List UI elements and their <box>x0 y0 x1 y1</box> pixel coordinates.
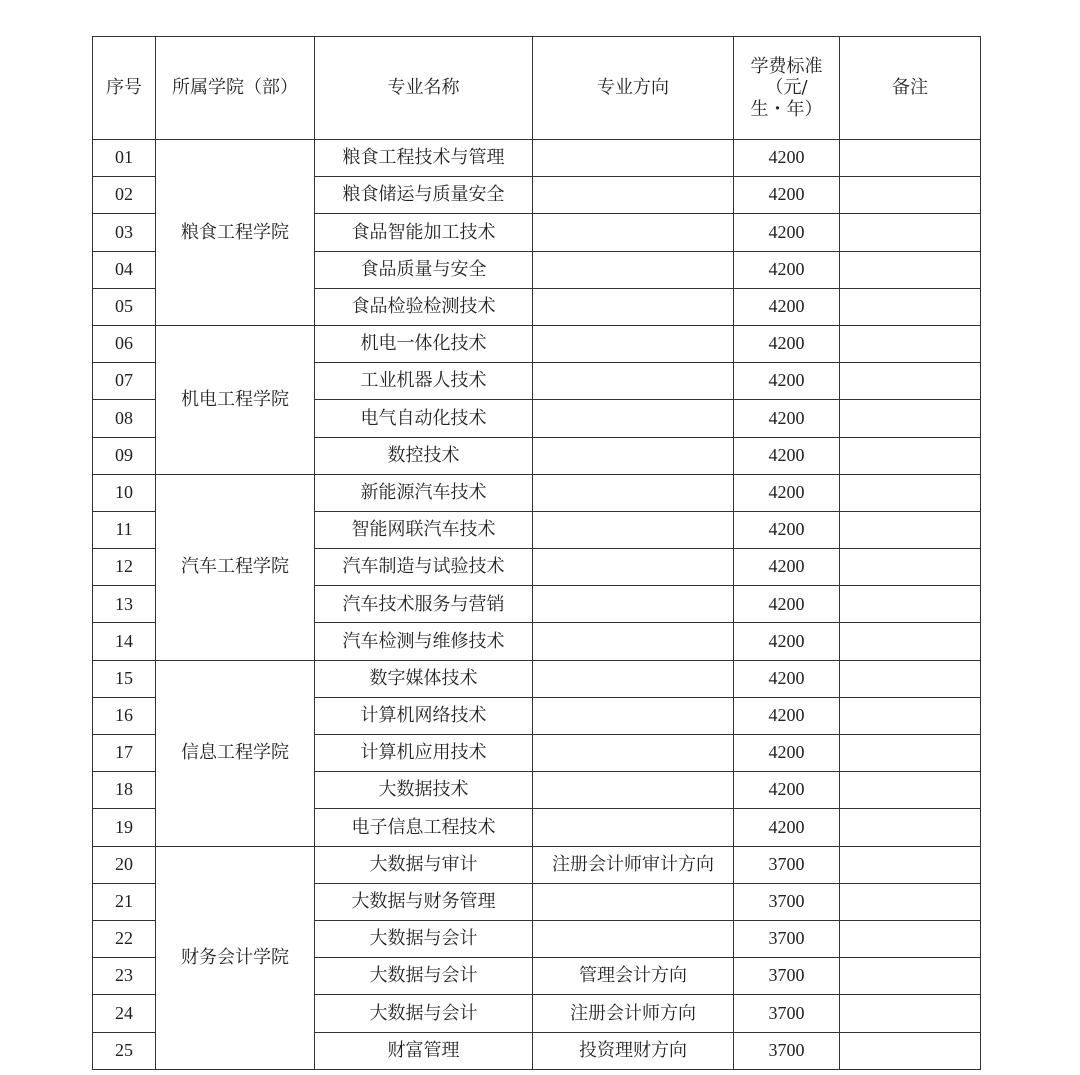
cell-major: 数控技术 <box>315 437 533 474</box>
cell-major: 电气自动化技术 <box>315 400 533 437</box>
cell-remark <box>840 549 981 586</box>
cell-major: 大数据与财务管理 <box>315 883 533 920</box>
cell-major: 工业机器人技术 <box>315 363 533 400</box>
cell-major: 食品检验检测技术 <box>315 288 533 325</box>
cell-no: 22 <box>93 920 156 957</box>
cell-direction <box>533 400 734 437</box>
cell-remark <box>840 437 981 474</box>
cell-major: 电子信息工程技术 <box>315 809 533 846</box>
cell-fee: 3700 <box>734 995 840 1032</box>
cell-fee: 4200 <box>734 474 840 511</box>
cell-remark <box>840 1032 981 1069</box>
header-fee-line1: 学费标准 <box>750 55 823 77</box>
cell-direction <box>533 437 734 474</box>
cell-college: 机电工程学院 <box>156 325 315 474</box>
table-row <box>93 846 981 883</box>
cell-fee: 4200 <box>734 363 840 400</box>
cell-no: 06 <box>93 325 156 362</box>
cell-direction <box>533 920 734 957</box>
table-body <box>93 140 981 1070</box>
cell-major: 新能源汽车技术 <box>315 474 533 511</box>
cell-major: 机电一体化技术 <box>315 325 533 362</box>
cell-major: 大数据与会计 <box>315 995 533 1032</box>
header-direction: 专业方向 <box>533 37 734 140</box>
cell-remark <box>840 735 981 772</box>
cell-direction <box>533 549 734 586</box>
cell-fee: 3700 <box>734 883 840 920</box>
cell-direction <box>533 474 734 511</box>
cell-direction <box>533 623 734 660</box>
cell-fee: 3700 <box>734 1032 840 1069</box>
cell-fee: 3700 <box>734 846 840 883</box>
cell-remark <box>840 623 981 660</box>
cell-direction <box>533 177 734 214</box>
cell-no: 24 <box>93 995 156 1032</box>
cell-remark <box>840 995 981 1032</box>
cell-remark <box>840 363 981 400</box>
cell-direction: 注册会计师审计方向 <box>533 846 734 883</box>
cell-no: 19 <box>93 809 156 846</box>
cell-major: 食品智能加工技术 <box>315 214 533 251</box>
cell-college: 信息工程学院 <box>156 660 315 846</box>
cell-fee: 4200 <box>734 400 840 437</box>
cell-remark <box>840 251 981 288</box>
cell-remark <box>840 474 981 511</box>
cell-direction <box>533 140 734 177</box>
header-college: 所属学院（部） <box>156 37 315 140</box>
cell-direction: 注册会计师方向 <box>533 995 734 1032</box>
cell-no: 25 <box>93 1032 156 1069</box>
cell-direction <box>533 325 734 362</box>
cell-remark <box>840 586 981 623</box>
header-no: 序号 <box>93 37 156 140</box>
cell-no: 23 <box>93 958 156 995</box>
cell-remark <box>840 772 981 809</box>
cell-college: 粮食工程学院 <box>156 140 315 326</box>
cell-remark <box>840 846 981 883</box>
cell-direction <box>533 735 734 772</box>
cell-direction <box>533 809 734 846</box>
cell-direction <box>533 511 734 548</box>
cell-remark <box>840 697 981 734</box>
cell-direction <box>533 214 734 251</box>
header-fee-line3: 生・年） <box>750 98 823 120</box>
cell-major: 粮食储运与质量安全 <box>315 177 533 214</box>
cell-remark <box>840 214 981 251</box>
cell-direction <box>533 772 734 809</box>
cell-fee: 4200 <box>734 623 840 660</box>
cell-fee: 4200 <box>734 697 840 734</box>
cell-no: 04 <box>93 251 156 288</box>
cell-no: 05 <box>93 288 156 325</box>
cell-college: 汽车工程学院 <box>156 474 315 660</box>
cell-major: 计算机应用技术 <box>315 735 533 772</box>
cell-no: 21 <box>93 883 156 920</box>
cell-major: 汽车技术服务与营销 <box>315 586 533 623</box>
cell-major: 数字媒体技术 <box>315 660 533 697</box>
cell-no: 18 <box>93 772 156 809</box>
cell-fee: 3700 <box>734 958 840 995</box>
cell-direction <box>533 288 734 325</box>
cell-fee: 4200 <box>734 511 840 548</box>
cell-direction: 管理会计方向 <box>533 958 734 995</box>
cell-major: 粮食工程技术与管理 <box>315 140 533 177</box>
cell-no: 02 <box>93 177 156 214</box>
table-row <box>93 325 981 362</box>
header-fee <box>734 37 840 140</box>
cell-no: 14 <box>93 623 156 660</box>
table-row <box>93 474 981 511</box>
cell-no: 20 <box>93 846 156 883</box>
cell-no: 07 <box>93 363 156 400</box>
cell-fee: 4200 <box>734 325 840 362</box>
cell-no: 17 <box>93 735 156 772</box>
cell-fee: 4200 <box>734 772 840 809</box>
header-row <box>93 37 981 140</box>
cell-direction <box>533 697 734 734</box>
cell-no: 10 <box>93 474 156 511</box>
cell-fee: 4200 <box>734 177 840 214</box>
cell-remark <box>840 288 981 325</box>
cell-major: 财富管理 <box>315 1032 533 1069</box>
cell-direction <box>533 586 734 623</box>
cell-direction <box>533 660 734 697</box>
cell-major: 汽车制造与试验技术 <box>315 549 533 586</box>
cell-major: 大数据与审计 <box>315 846 533 883</box>
header-major: 专业名称 <box>315 37 533 140</box>
cell-no: 16 <box>93 697 156 734</box>
cell-remark <box>840 883 981 920</box>
cell-no: 13 <box>93 586 156 623</box>
cell-major: 计算机网络技术 <box>315 697 533 734</box>
cell-no: 15 <box>93 660 156 697</box>
cell-remark <box>840 325 981 362</box>
cell-fee: 4200 <box>734 251 840 288</box>
cell-fee: 4200 <box>734 586 840 623</box>
cell-direction <box>533 251 734 288</box>
cell-remark <box>840 400 981 437</box>
table-row <box>93 140 981 177</box>
tuition-fee-table <box>92 36 981 1070</box>
cell-no: 01 <box>93 140 156 177</box>
cell-fee: 4200 <box>734 437 840 474</box>
cell-fee: 4200 <box>734 735 840 772</box>
cell-remark <box>840 140 981 177</box>
cell-remark <box>840 660 981 697</box>
cell-major: 大数据技术 <box>315 772 533 809</box>
cell-fee: 4200 <box>734 809 840 846</box>
cell-direction: 投资理财方向 <box>533 1032 734 1069</box>
cell-fee: 4200 <box>734 140 840 177</box>
cell-fee: 4200 <box>734 549 840 586</box>
cell-no: 12 <box>93 549 156 586</box>
cell-major: 食品质量与安全 <box>315 251 533 288</box>
cell-fee: 4200 <box>734 660 840 697</box>
table-header <box>93 37 981 140</box>
cell-major: 大数据与会计 <box>315 958 533 995</box>
cell-major: 大数据与会计 <box>315 920 533 957</box>
cell-no: 08 <box>93 400 156 437</box>
cell-remark <box>840 920 981 957</box>
cell-no: 11 <box>93 511 156 548</box>
cell-fee: 4200 <box>734 288 840 325</box>
cell-remark <box>840 958 981 995</box>
table-row <box>93 660 981 697</box>
cell-direction <box>533 363 734 400</box>
cell-college: 财务会计学院 <box>156 846 315 1069</box>
cell-remark <box>840 511 981 548</box>
header-remark: 备注 <box>840 37 981 140</box>
cell-fee: 4200 <box>734 214 840 251</box>
cell-direction <box>533 883 734 920</box>
cell-remark <box>840 177 981 214</box>
header-fee-line2: （元/ <box>765 77 808 99</box>
cell-no: 03 <box>93 214 156 251</box>
cell-no: 09 <box>93 437 156 474</box>
cell-remark <box>840 809 981 846</box>
cell-fee: 3700 <box>734 920 840 957</box>
cell-major: 汽车检测与维修技术 <box>315 623 533 660</box>
cell-major: 智能网联汽车技术 <box>315 511 533 548</box>
